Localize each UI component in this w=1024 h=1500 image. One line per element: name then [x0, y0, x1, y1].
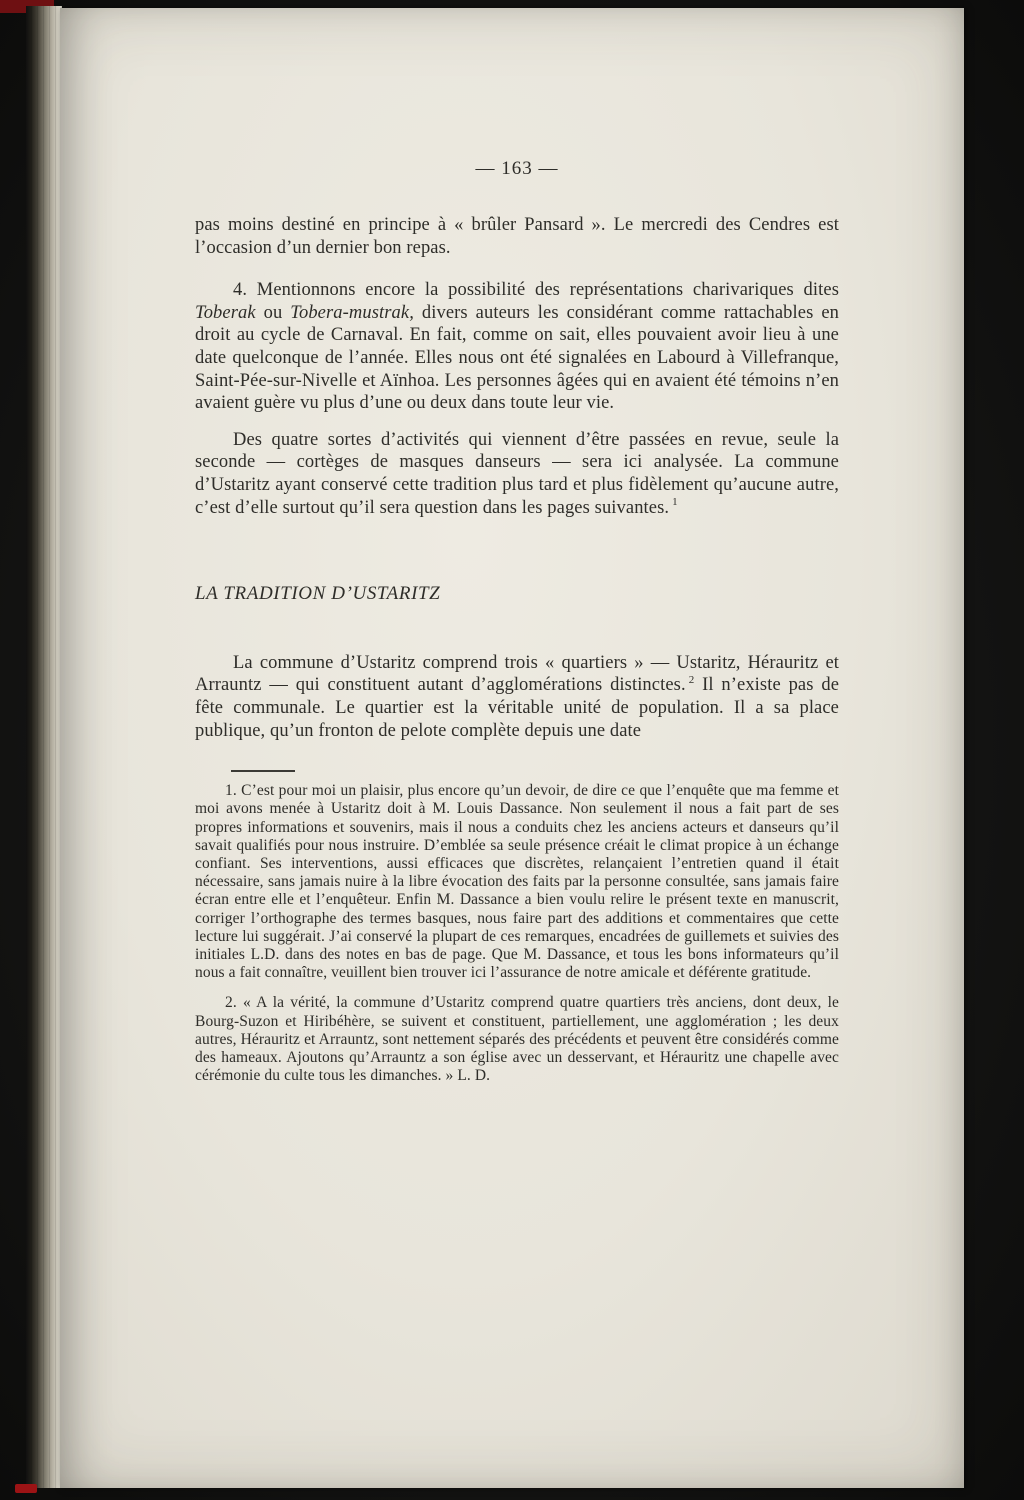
- italic-term-tobera-mustrak: Tobera-mustrak,: [290, 302, 414, 323]
- book-spine-page-edges: [26, 6, 62, 1488]
- scan-color-mark-bottom: [15, 1484, 37, 1493]
- text-run: 4. Mentionnons encore la possibilité des représentations charivariques dites: [233, 280, 839, 301]
- footnote-2: 2. « A la vérité, la commune d’Ustaritz comprend quatre quartiers très anciens, dont deux, le Bourg-Suzon et Hiribéhère, se suivent et constituent, partiellement, une agglomération ; les deux autres, Hérauritz et Arrauntz, sont nettement séparés des précédents et peuvent être considérés comme des hameaux. Ajoutons qu’Arrauntz a son église avec un desservant, et Hérauritz une chapelle avec cérémonie du culte tous les dimanches. » L. D.: [195, 994, 839, 1085]
- book-page: [60, 8, 964, 1488]
- body-paragraph-1: [195, 214, 839, 259]
- footnote-reference-2: 2: [688, 674, 695, 687]
- page-number: — 163 —: [475, 158, 559, 179]
- text-block: [60, 8, 964, 1085]
- italic-term-toberak: Toberak: [195, 302, 256, 323]
- footnote-separator: [231, 770, 295, 772]
- text-run: La commune d’Ustaritz comprend trois « quartiers » — Ustaritz, Hérauritz et Arrauntz — qui constituent autant d’agglomérations distinctes.: [195, 652, 839, 696]
- footnote-1: 1. C’est pour moi un plaisir, plus encore qu’un devoir, de dire ce que l’enquête que ma femme et moi avons menée à Ustaritz doit à M. Louis Dassance. Non seulement il nous a fait part de ses propres informations et souvenirs, mais il nous a conduits chez les anciens acteurs et danseurs qu’il savait qualifiés pour nous instruire. D’emblée sa seule présence créait le climat propice à un échange confiant. Ses interventions, aussi efficaces que discrètes, relançaient l’entretien quand il était nécessaire, sans jamais nuire à la libre évocation des faits par la personne consultée, sans jamais faire écran entre elle et l’enquêteur. Enfin M. Dassance a bien voulu relire le présent texte en manuscrit, corriger l’orthographe des termes basques, nous faire part des additions et commentaires que cette lecture lui suggérait. J’ai conservé la plupart de ces remarques, encadrées de guillemets et suivies des initiales L.D. dans des notes en bas de page. Que M. Dassance, et tous les bons informateurs qu’il nous a fait connaître, veuillent bien trouver ici l’assurance de notre amicale et déférente gratitude.: [195, 782, 839, 982]
- text-run: divers auteurs les considérant comme rattachables en droit au cycle de Carnaval. En fait, comme on sait, elles pouvaient avoir lieu à une date quelconque de l’année. Elles nous ont été signalées en Labourd à Villefranque, Saint-Pée-sur-Nivelle et Aïnhoa. Les personnes âgées qui en avaient été témoins n’en avaient guère vu plus d’une ou deux dans toute leur vie.: [195, 302, 839, 414]
- body-paragraph-2: [195, 279, 839, 415]
- text-run: Des quatre sortes d’activités qui viennent d’être passées en revue, seule la seconde — cortèges de masques danseurs — sera ici analysée. La commune d’Ustaritz ayant conservé cette tradition plus tard et plus fidèlement qu’aucune autre, c’est d’elle surtout qu’il sera question dans les pages suivantes.: [195, 429, 839, 518]
- body-paragraph-4: [195, 652, 839, 742]
- body-paragraph-3: [195, 429, 839, 519]
- text-run: ou: [255, 302, 291, 323]
- text-run: Il n’existe pas de fête communale. Le quartier est la véritable unité de population. Il a sa place publique, qu’un fronton de pelote complète depuis une date: [195, 675, 840, 741]
- page-stack-edges: [962, 14, 984, 1476]
- text-run: pas moins destiné en principe à « brûler Pansard ». Le mercredi des Cendres est l’occasion d’un dernier bon repas.: [195, 215, 839, 258]
- footnote-reference-1: 1: [672, 496, 678, 509]
- section-heading: LA TRADITION D’USTARITZ: [195, 583, 441, 605]
